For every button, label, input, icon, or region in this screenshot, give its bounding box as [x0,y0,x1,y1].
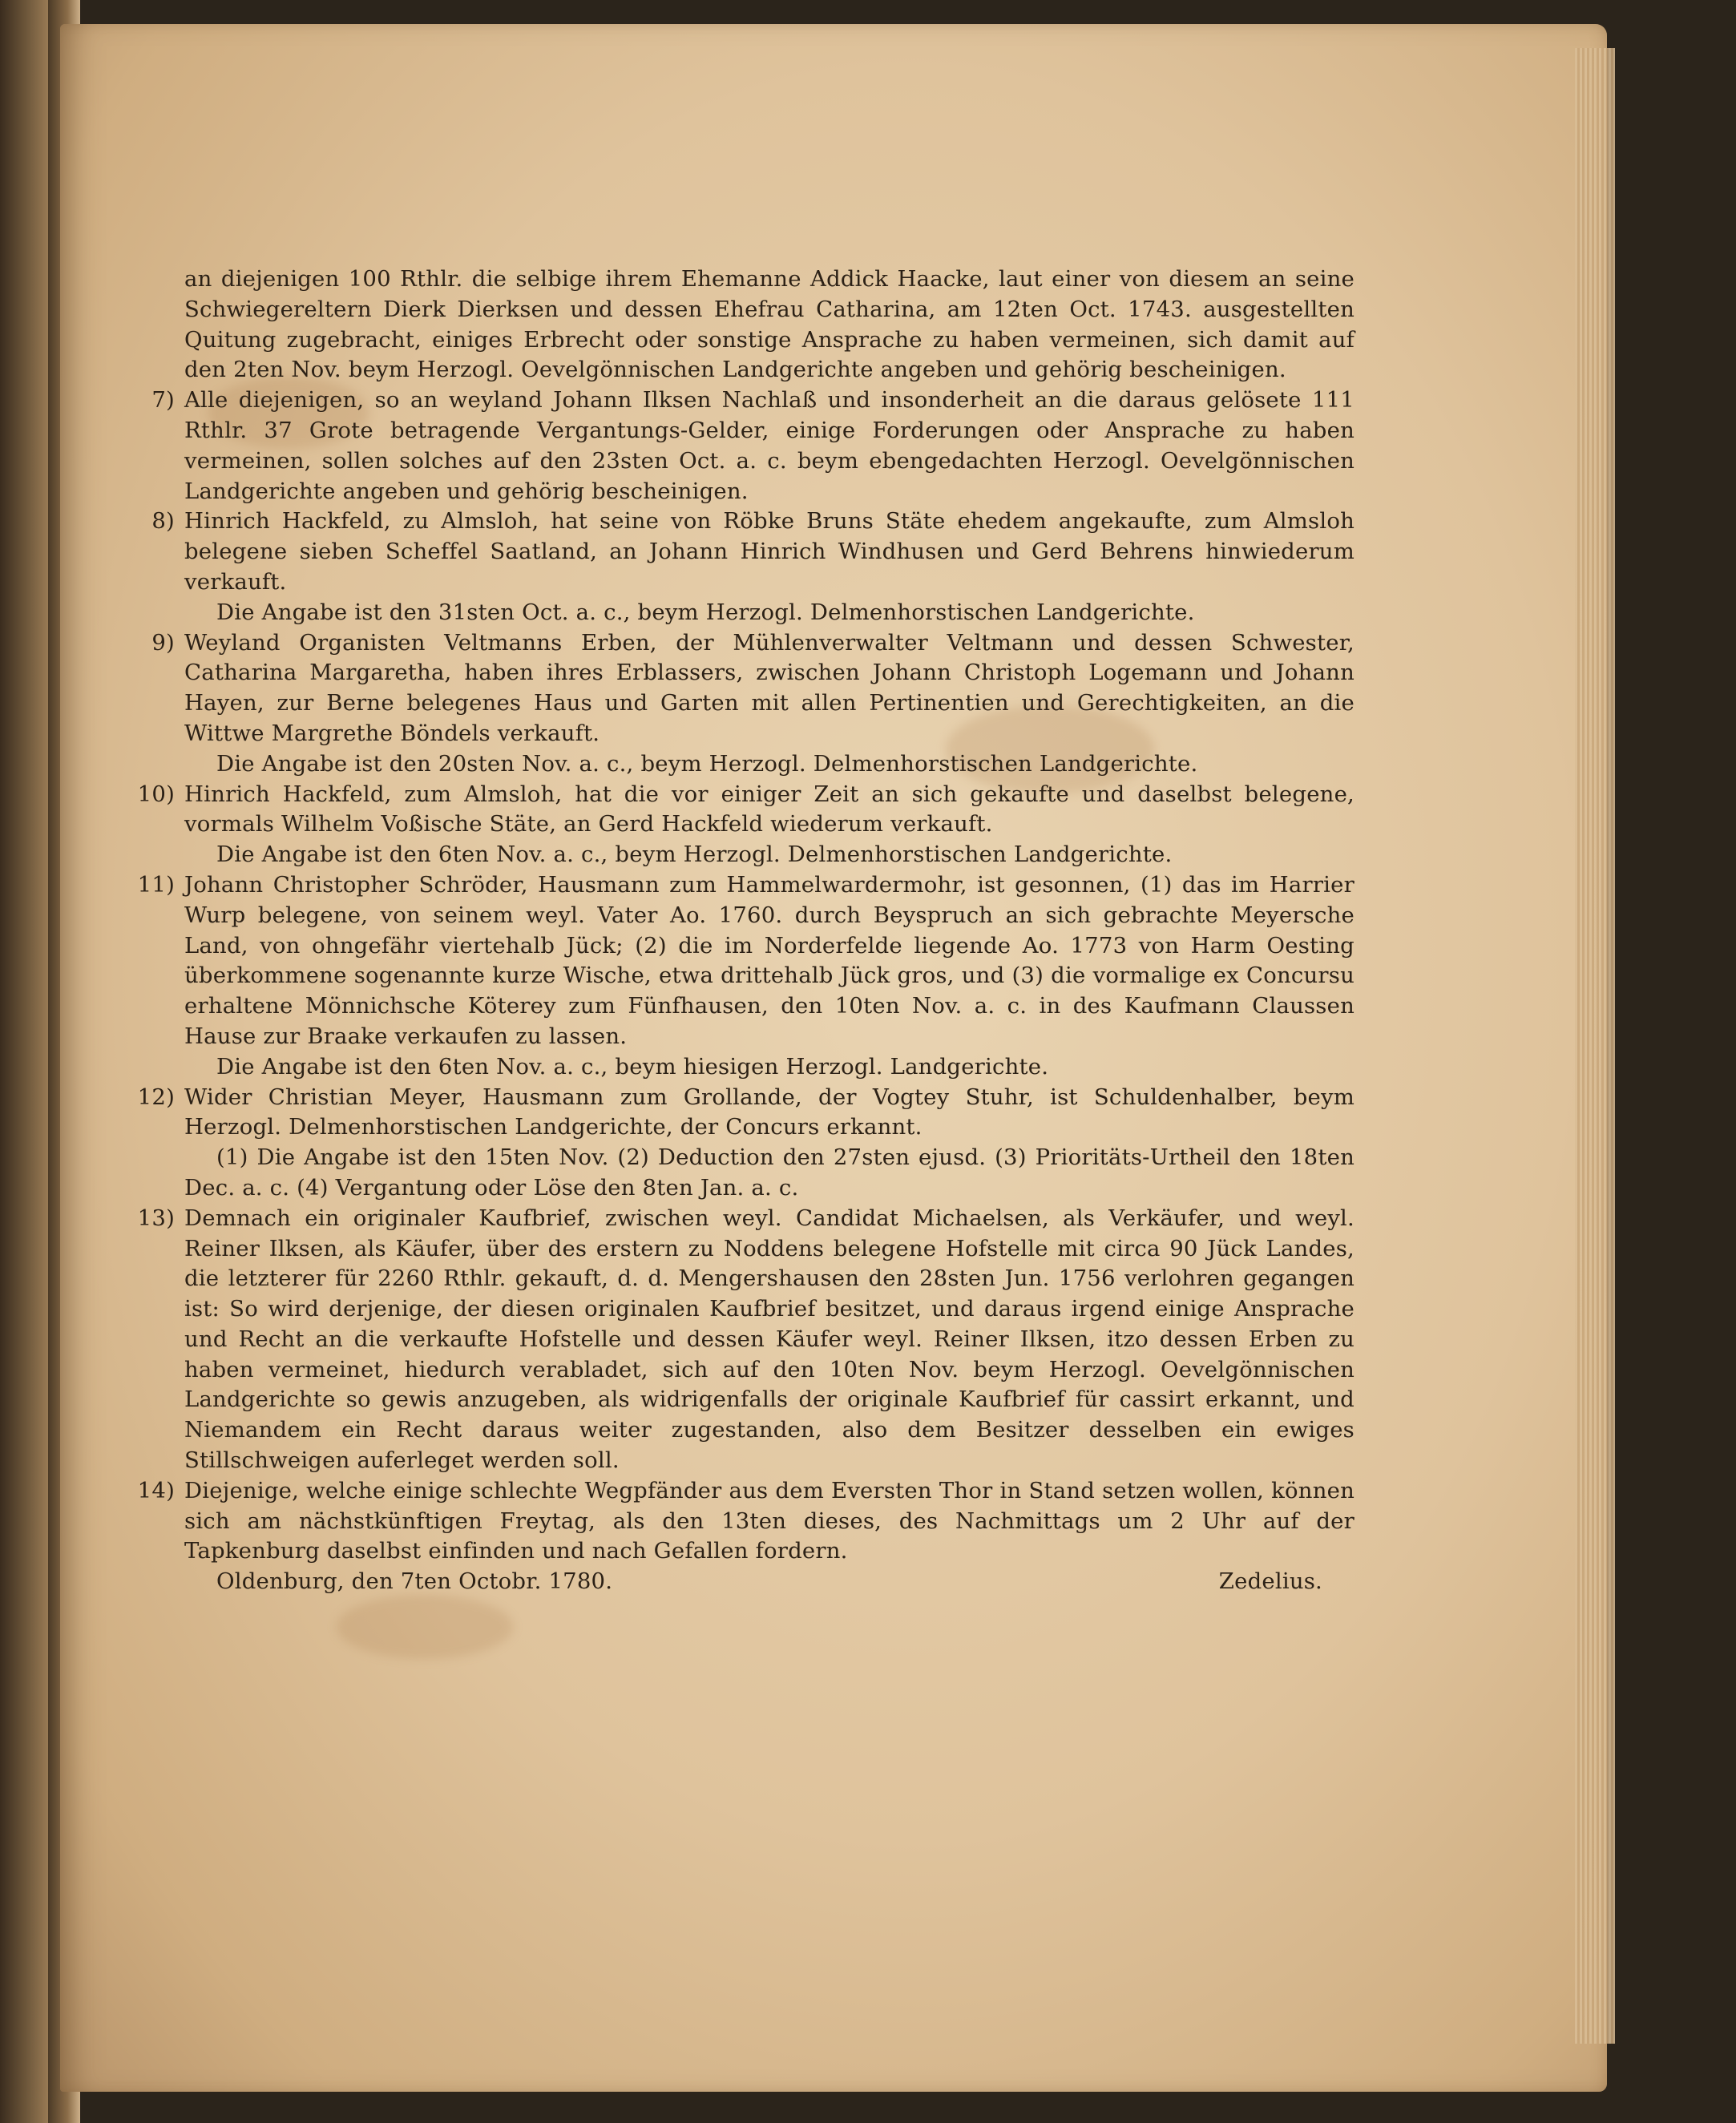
notice-13 [137,1204,1354,1476]
item-number: 7) [151,387,175,414]
item-number: 8) [151,508,175,535]
notice-text: Demnach ein originaler Kaufbrief, zwischen weyl. Candidat Michaelsen, als Verkäufer, und weyl. Reiner Ilksen, als Käufer, über des erstern zu Noddens belegene Hofstelle mit circa 90 Jück Landes, die letzterer für 2260 Rthlr. gekauft, d. d. Mengershausen den 28sten Jun. 1756 verlohren gegangen ist: So wird derjenige, der diesen originalen Kaufbrief besitzet, und daraus irgend einige Ansprache und Recht an die verkaufte Hofstelle und dessen Käufer weyl. Reiner Ilksen, itzo dessen Erben zu haben vermeinet, hiedurch verabladet, sich auf den 10ten Nov. beym Herzogl. Oevelgönnischen Landgerichte so gewis anzugeben, als widrigenfalls der originale Kaufbrief für cassirt erkannt, und Niemandem ein Recht daraus weiter zugestanden, also dem Besitzer desselben ein ewiges Stillschweigen auferleget werden soll. [184,1205,1354,1474]
document-body [137,264,1354,1597]
signature: Zedelius. [1218,1568,1322,1595]
notice-note: Die Angabe ist den 31sten Oct. a. c., beym Herzogl. Delmenhorstischen Landgerichte. [216,599,1195,625]
notice-8 [151,507,1354,628]
closing-line [184,1567,1354,1597]
notice-text: Wider Christian Meyer, Hausmann zum Grollande, der Vogtey Stuhr, ist Schuldenhalber, beym Herzogl. Delmenhorstischen Landgerichte, der Concurs erkannt. [184,1084,1354,1140]
item-number: 12) [137,1084,175,1110]
item-number: 9) [151,629,175,656]
item-number: 10) [137,781,175,807]
item-number: 14) [137,1477,175,1503]
notice-text: Alle diejenigen, so an weyland Johann Ilksen Nachlaß und insonderheit an die daraus gelösete 111 Rthlr. 37 Grote betragende Vergantungs-Gelder, einige Forderungen oder Ansprache zu haben vermeinen, sollen solches auf den 23sten Oct. a. c. beym ebengedachten Herzogl. Oevelgönnischen Landgerichte angeben und gehörig bescheinigen. [184,387,1354,504]
notice-11 [137,870,1354,1083]
notice-text: Weyland Organisten Veltmanns Erben, der Mühlenverwalter Veltmann und dessen Schwester, Catharina Margaretha, haben ihres Erblassers, zwischen Johann Christoph Logemann und Johann Hayen, zur Berne belegenes Haus und Garten mit allen Pertinentien und Gerechtigkeiten, an die Wittwe Margrethe Böndels verkauft. [184,629,1354,746]
notice-note: Die Angabe ist den 6ten Nov. a. c., beym Herzogl. Delmenhorstischen Landgerichte. [216,842,1173,868]
notice-12 [137,1083,1354,1204]
notice-note: (1) Die Angabe ist den 15ten Nov. (2) Deduction den 27sten ejusd. (3) Prioritäts-Urtheil den 18ten Dec. a. c. (4) Vergantung oder Löse den 8ten Jan. a. c. [184,1144,1354,1201]
foxing-stain [337,1595,513,1659]
item-number: 11) [137,871,175,898]
notice-text: Hinrich Hackfeld, zum Almsloh, hat die vor einiger Zeit an sich gekaufte und daselbst belegene, vormals Wilhelm Voßische Stäte, an Gerd Hackfeld wiederum verkauft. [184,781,1354,837]
notice-text: Hinrich Hackfeld, zu Almsloh, hat seine von Röbke Bruns Stäte ehedem angekaufte, zum Almsloh belegene sieben Scheffel Saatland, an Johann Hinrich Windhusen und Gerd Behrens hinwiederum verkauft. [184,508,1354,595]
notice-text: Johann Christopher Schröder, Hausmann zum Hammelwardermohr, ist gesonnen, (1) das im Harrier Wurp belegene, von seinem weyl. Vater Ao. 1760. durch Beyspruch an sich gebrachte Meyersche Land, von ohngefähr viertehalb Jück; (2) die im Norderfelde liegende Ao. 1773 von Harm Oesting überkommene sogenannte kurze Wische, etwa drittehalb Jück gros, und (3) die vormalige ex Concursu erhaltene Mönnichsche Köterey zum Fünfhausen, den 10ten Nov. a. c. in des Kaufmann Claussen Hause zur Braake verkaufen zu lassen. [184,871,1354,1049]
notice-text: Diejenige, welche einige schlechte Wegpfänder aus dem Eversten Thor in Stand setzen wollen, können sich am nächstkünftigen Freytag, als den 13ten dieses, des Nachmittags um 2 Uhr auf der Tapkenburg daselbst einfinden und nach Gefallen fordern. [184,1477,1354,1564]
notice-note: Die Angabe ist den 20sten Nov. a. c., beym Herzogl. Delmenhorstischen Landgerichte. [216,750,1198,777]
notice-14 [137,1476,1354,1567]
opening-paragraph: an diejenigen 100 Rthlr. die selbige ihrem Ehemanne Addick Haacke, laut einer von diesem an seine Schwiegereltern Dierk Dierksen und dessen Ehefrau Catharina, am 12ten Oct. 1743. ausgestellten Quitung zugebracht, einiges Erbrecht oder sonstige Ansprache zu haben vermeinen, sich damit auf den 2ten Nov. beym Herzogl. Oevelgönnischen Landgerichte angeben und gehörig bescheinigen. [184,266,1354,383]
notice-9 [151,628,1354,780]
notice-note: Die Angabe ist den 6ten Nov. a. c., beym hiesigen Herzogl. Landgerichte. [216,1053,1049,1080]
page-block-edge [1575,48,1615,2044]
notice-10 [137,780,1354,870]
item-number: 13) [137,1205,175,1231]
notice-7 [151,385,1354,507]
place-date: Oldenburg, den 7ten Octobr. 1780. [216,1568,613,1595]
